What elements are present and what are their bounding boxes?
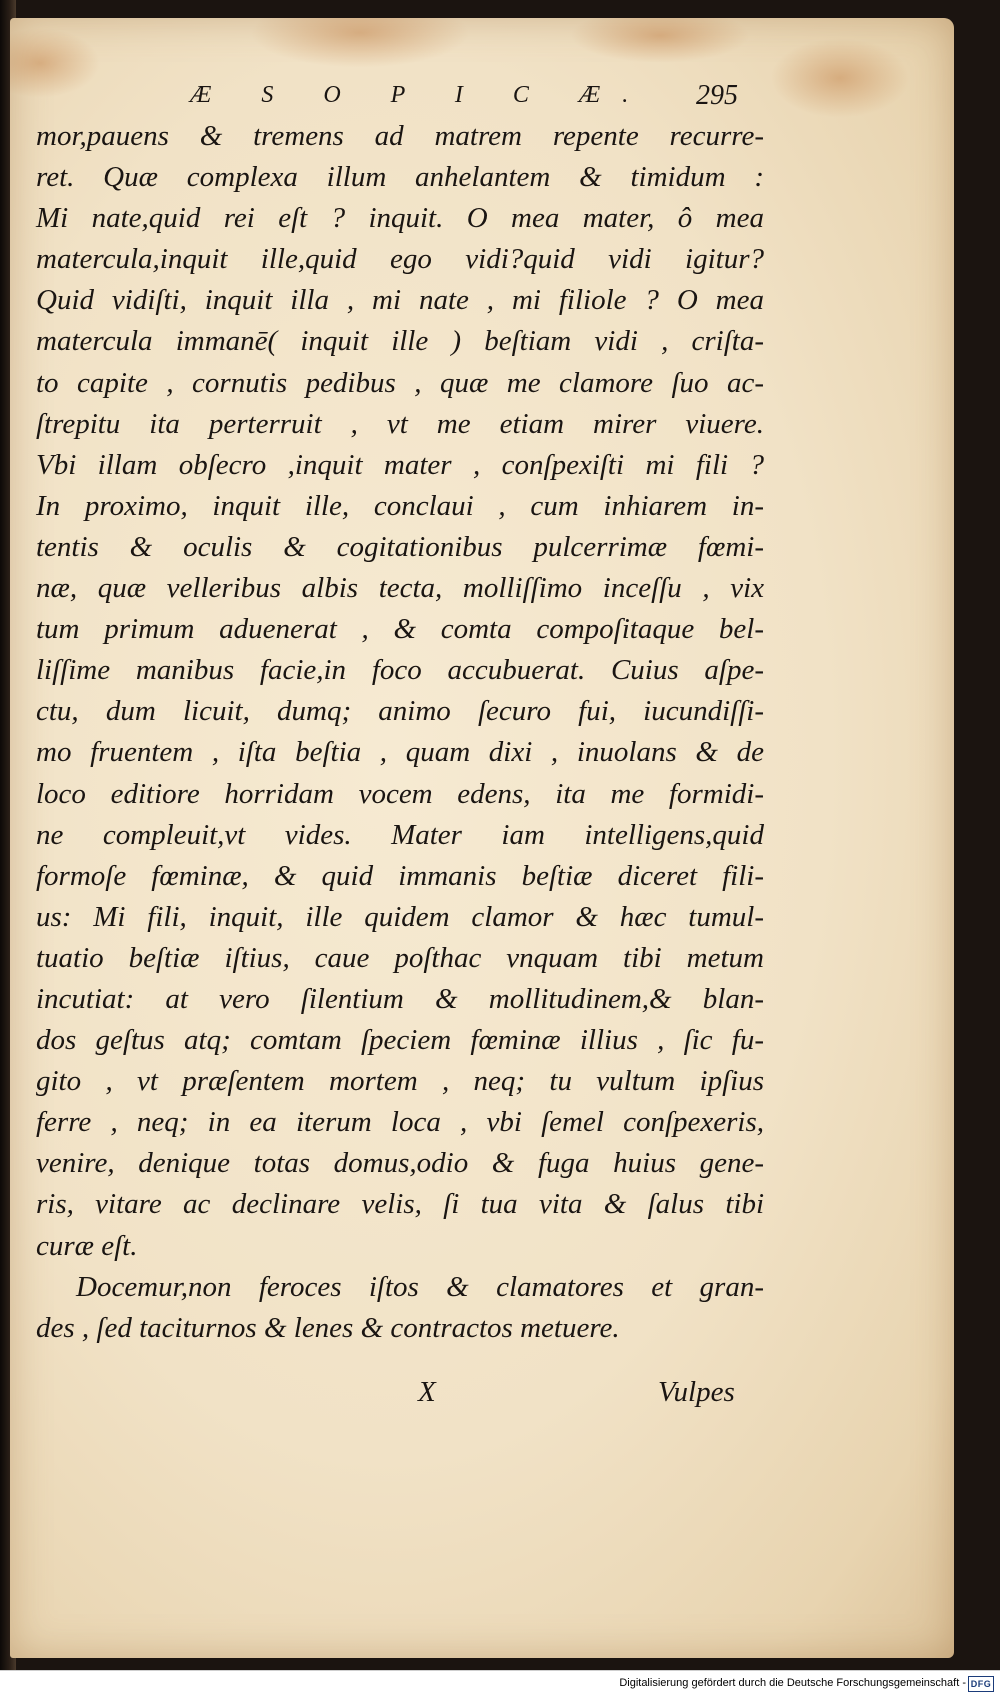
dfg-logo-icon: DFG xyxy=(968,1676,994,1692)
text-line: curæ eſt. xyxy=(36,1229,138,1262)
page-number: 295 xyxy=(696,80,738,111)
text-line: Vbi illam obſecro ,inquit mater , conſpexiſti mi fili ? xyxy=(36,448,764,481)
text-line: matercula,inquit ille,quid ego vidi?quid vidi igitur? xyxy=(36,243,764,276)
footer-credit: Digitalisierung gefördert durch die Deutsche Forschungsgemeinschaft - xyxy=(619,1677,966,1689)
text-line: formoſe fœminæ, & quid immanis beſtiæ diceret fili- xyxy=(36,859,764,892)
text-line: to capite , cornutis pedibus , quæ me clamore ſuo ac- xyxy=(36,366,764,399)
text-line: In proximo, inquit ille, conclaui , cum inhiarem in- xyxy=(36,489,764,522)
body-text xyxy=(36,116,764,1349)
text-line: mor,pauens & tremens ad matrem repente recurre- xyxy=(36,120,764,152)
text-line: tum primum aduenerat , & comta compoſitaque bel- xyxy=(36,613,764,646)
text-line: Quid vidiſti, inquit illa , mi nate , mi filiole ? O mea xyxy=(36,284,764,317)
text-line: venire, denique totas domus,odio & fuga huius gene- xyxy=(36,1147,764,1180)
book-page xyxy=(10,18,954,1658)
text-line: us: Mi fili, inquit, ille quidem clamor & hæc tumul- xyxy=(36,900,764,933)
running-head: Æ S O P I C Æ. xyxy=(190,82,651,108)
text-line: ctu, dum licuit, dumq; animo ſecuro fui, iucundiſſi- xyxy=(36,695,764,728)
text-line: ris, vitare ac declinare velis, ſi tua vita & ſalus tibi xyxy=(36,1188,764,1221)
moral-line: Docemur,non feroces iſtos & clamatores et gran- xyxy=(76,1270,764,1303)
text-line: ne compleuit,vt vides. Mater iam intelligens,quid xyxy=(36,818,764,851)
text-line: mo fruentem , iſta beſtia , quam dixi , inuolans & de xyxy=(36,736,764,769)
foxing-stain xyxy=(10,28,100,98)
foxing-stain xyxy=(570,18,750,63)
catchword: Vulpes xyxy=(658,1376,735,1408)
text-line: loco editiore horridam vocem edens, ita me formidi- xyxy=(36,777,764,810)
text-line: ferre , neq; in ea iterum loca , vbi ſemel conſpexeris, xyxy=(36,1106,764,1139)
text-line: tuatio beſtiæ iſtius, caue poſthac vnquam tibi metum xyxy=(36,941,764,974)
text-line: Mi nate,quid rei eſt ? inquit. O mea mater, ô mea xyxy=(36,202,764,235)
text-line: næ, quæ velleribus albis tecta, molliſſimo inceſſu , vix xyxy=(36,572,764,605)
text-line: dos geſtus atq; comtam ſpeciem fœminæ illius , ſic fu- xyxy=(36,1024,764,1057)
text-line: tentis & oculis & cogitationibus pulcerrimæ fœmi- xyxy=(36,530,764,563)
text-line: ret. Quæ complexa illum anhelantem & timidum : xyxy=(36,161,764,194)
text-line: gito , vt præſentem mortem , neq; tu vultum ipſius xyxy=(36,1065,764,1098)
text-line: liſſime manibus facie,in foco accubuerat. Cuius aſpe- xyxy=(36,654,764,687)
text-line: ſtrepitu ita perterruit , vt me etiam mirer viuere. xyxy=(36,407,764,440)
footer-bar xyxy=(0,1670,1000,1698)
signature-mark: X xyxy=(418,1376,436,1408)
foxing-stain xyxy=(770,38,910,118)
text-line: incutiat: at vero ſilentium & mollitudinem,& blan- xyxy=(36,982,764,1015)
text-line: matercula immanē( inquit ille ) beſtiam vidi , criſta- xyxy=(36,325,764,358)
foxing-stain xyxy=(250,18,470,68)
moral-line: des , ſed taciturnos & lenes & contractos metuere. xyxy=(36,1311,620,1344)
